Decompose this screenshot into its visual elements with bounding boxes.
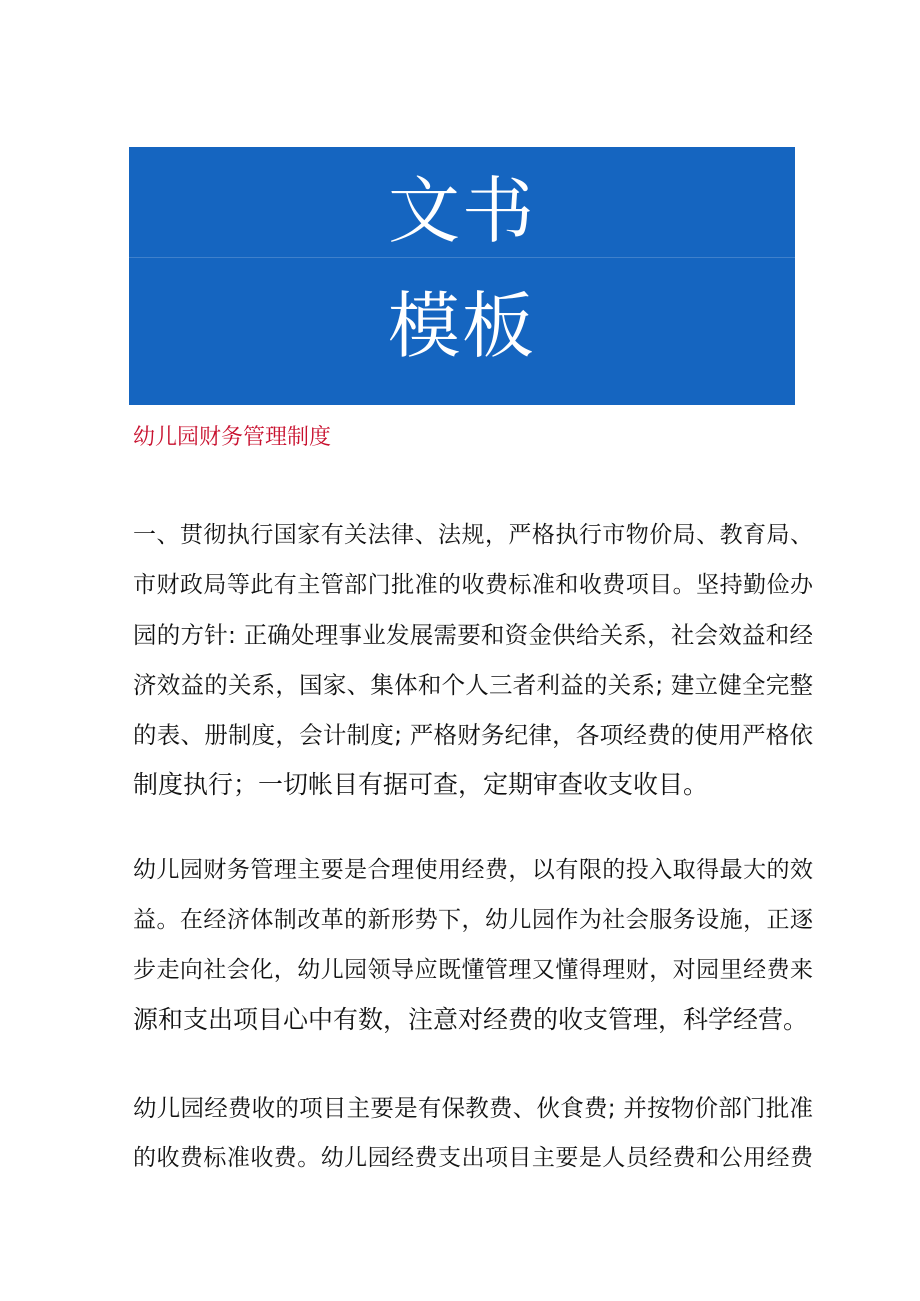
paragraph-line: 益。在经济体制改革的新形势下，幼儿园作为社会服务设施，正逐 [133, 907, 813, 933]
paragraph-line: 的收费标准收费。幼儿园经费支出项目主要是人员经费和公用经费 [133, 1145, 813, 1171]
paragraph-line: 市财政局等此有主管部门批准的收费标准和收费项目。坚持勤俭办 [133, 572, 813, 598]
paragraph-3 [133, 1083, 813, 1183]
paragraph-1 [133, 510, 813, 810]
paragraph-line: 济效益的关系，国家、集体和个人三者利益的关系; 建立健全完整 [133, 671, 813, 699]
paragraph-line: 园的方针: 正确处理事业发展需要和资金供给关系，社会效益和经 [133, 621, 813, 649]
paragraph-line: 的表、册制度，会计制度; 严格财务纪律，各项经费的使用严格依 [133, 721, 813, 749]
paragraph-line: 步走向社会化，幼儿园领导应既懂管理又懂得理财，对园里经费来 [133, 957, 813, 983]
paragraph-line: 源和支出项目心中有数，注意对经费的收支管理，科学经营。 [133, 1005, 809, 1034]
banner-title-line-1: 文书 [387, 169, 536, 253]
cover-banner [129, 147, 795, 405]
paragraph-line: 幼儿园经费收的项目主要是有保教费、伙食费; 并按物价部门批准 [133, 1094, 813, 1122]
banner-divider [129, 257, 795, 258]
paragraph-line: 幼儿园财务管理主要是合理使用经费，以有限的投入取得最大的效 [133, 857, 813, 883]
paragraph-line: 一、贯彻执行国家有关法律、法规，严格执行市物价局、教育局、 [133, 522, 813, 548]
document-title: 幼儿园财务管理制度 [133, 425, 332, 450]
paragraph-line: 制度执行；一切帐目有据可查，定期审查收支收目。 [133, 770, 709, 799]
paragraph-2 [133, 845, 813, 1045]
banner-title-line-2: 模板 [387, 284, 536, 368]
